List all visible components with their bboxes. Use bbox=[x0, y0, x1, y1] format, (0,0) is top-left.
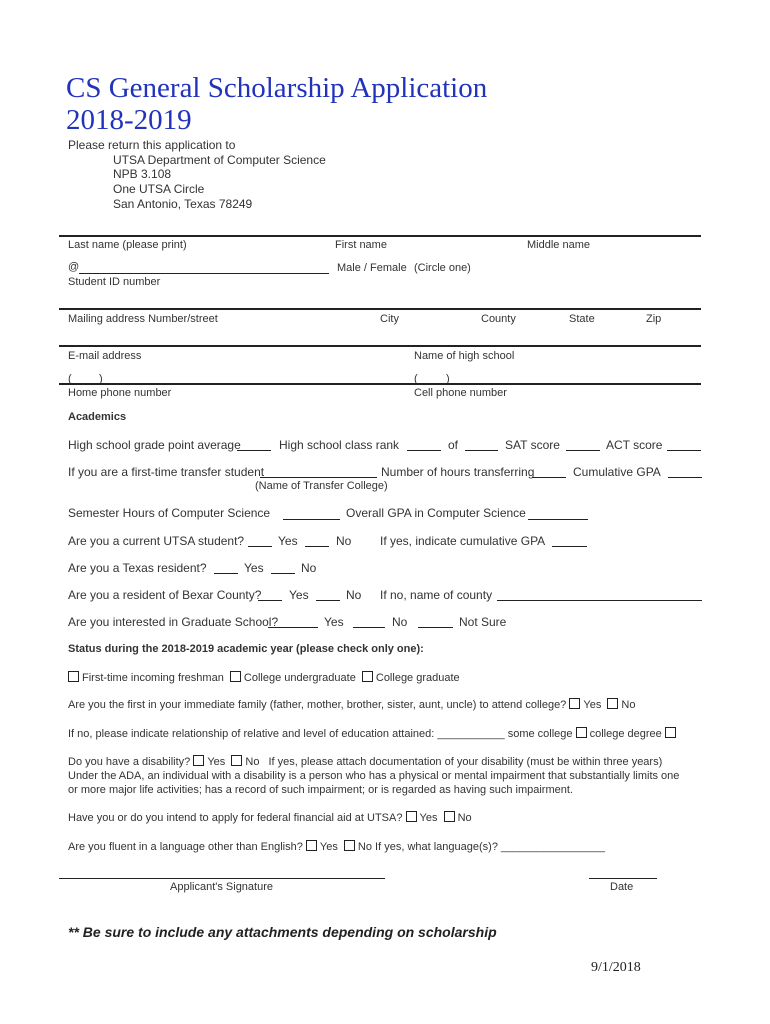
graduate-checkbox[interactable] bbox=[362, 672, 460, 684]
some-college-label: some college bbox=[507, 728, 573, 740]
semester-hours-label: Semester Hours of Computer Science bbox=[68, 506, 271, 520]
home-phone-label: Home phone number bbox=[68, 387, 172, 399]
if-yes-gpa-label: If yes, indicate cumulative GPA bbox=[380, 534, 546, 548]
language-followup[interactable]: If yes, what language(s)? _________________ bbox=[375, 841, 606, 853]
grad-no-field[interactable] bbox=[353, 627, 385, 628]
email-field[interactable] bbox=[59, 345, 701, 347]
return-intro: Please return this application to bbox=[68, 138, 236, 152]
academics-heading: Academics bbox=[68, 411, 127, 423]
bexar-yes-field[interactable] bbox=[258, 600, 282, 601]
address-line: NPB 3.108 bbox=[113, 167, 172, 181]
hours-transferring-label: Number of hours transferring bbox=[381, 465, 535, 479]
texas-no-field[interactable] bbox=[271, 573, 295, 574]
aid-no-checkbox[interactable] bbox=[444, 812, 472, 824]
checkbox-icon bbox=[607, 698, 618, 709]
first-family-no-checkbox[interactable] bbox=[607, 699, 635, 711]
yes-label: Yes bbox=[207, 756, 226, 768]
circle-one-note: (Circle one) bbox=[414, 262, 471, 274]
bexar-resident-label: Are you a resident of Bexar County? bbox=[68, 588, 262, 602]
student-id-field[interactable] bbox=[79, 273, 329, 274]
sat-label: SAT score bbox=[505, 438, 560, 452]
texas-yes-field[interactable] bbox=[214, 573, 238, 574]
gpa-field[interactable] bbox=[237, 450, 271, 451]
texas-no-label: No bbox=[301, 561, 317, 575]
home-area-code-open: ( bbox=[68, 373, 72, 385]
student-id-label: Student ID number bbox=[68, 276, 161, 288]
yes-label: Yes bbox=[319, 841, 338, 853]
cumulative-gpa-label: Cumulative GPA bbox=[573, 465, 661, 479]
city-label: City bbox=[380, 313, 399, 325]
grad-not-sure-field[interactable] bbox=[418, 627, 453, 628]
grad-no-label: No bbox=[392, 615, 408, 629]
checkbox-icon bbox=[444, 811, 455, 822]
signature-field[interactable] bbox=[59, 878, 385, 879]
sat-field[interactable] bbox=[566, 450, 600, 451]
checkbox-icon bbox=[569, 698, 580, 709]
undergrad-checkbox[interactable] bbox=[230, 672, 356, 684]
checkbox-icon bbox=[231, 755, 242, 766]
graduate-school-label: Are you interested in Graduate School? bbox=[68, 615, 279, 629]
high-school-label: Name of high school bbox=[414, 350, 515, 362]
disability-question: Do you have a disability? bbox=[68, 756, 191, 768]
status-options bbox=[68, 671, 460, 684]
checkbox-icon bbox=[230, 671, 241, 682]
relative-prompt[interactable]: If no, please indicate relationship of relative and level of education attained: ___________ bbox=[68, 728, 505, 740]
transfer-college-note: (Name of Transfer College) bbox=[255, 480, 388, 492]
financial-aid-question: Have you or do you intend to apply for federal financial aid at UTSA? bbox=[68, 812, 403, 824]
act-field[interactable] bbox=[667, 450, 701, 451]
overall-gpa-label: Overall GPA in Computer Science bbox=[346, 506, 526, 520]
graduate-label: College graduate bbox=[375, 672, 460, 684]
cumulative-gpa-field[interactable] bbox=[668, 477, 702, 478]
current-student-no-label: No bbox=[336, 534, 352, 548]
first-name-label: First name bbox=[335, 239, 387, 251]
texas-resident-label: Are you a Texas resident? bbox=[68, 561, 207, 575]
checkbox-icon bbox=[306, 840, 317, 851]
transfer-label: If you are a first-time transfer student bbox=[68, 465, 265, 479]
checkbox-icon bbox=[362, 671, 373, 682]
grad-not-sure-label: Not Sure bbox=[459, 615, 507, 629]
checkbox-icon bbox=[344, 840, 355, 851]
class-size-field[interactable] bbox=[465, 450, 498, 451]
revision-date: 9/1/2018 bbox=[591, 960, 641, 975]
yes-label: Yes bbox=[419, 812, 438, 824]
divider bbox=[59, 235, 701, 237]
semester-hours-field[interactable] bbox=[283, 519, 340, 520]
language-no-checkbox[interactable] bbox=[344, 841, 372, 853]
language-yes-checkbox[interactable] bbox=[306, 841, 338, 853]
transfer-college-field[interactable] bbox=[260, 477, 377, 478]
college-degree-label: college degree bbox=[589, 728, 662, 740]
first-in-family-row bbox=[68, 698, 635, 711]
class-rank-field[interactable] bbox=[407, 450, 441, 451]
address-line: San Antonio, Texas 78249 bbox=[113, 197, 253, 211]
gender-options[interactable]: Male / Female bbox=[337, 262, 407, 274]
no-label: No bbox=[245, 756, 260, 768]
address-line: One UTSA Circle bbox=[113, 182, 205, 196]
disability-note: If yes, please attach documentation of your disability (must be within three years) bbox=[268, 756, 663, 768]
no-label: No bbox=[457, 812, 472, 824]
current-student-yes-label: Yes bbox=[278, 534, 298, 548]
mailing-address-field[interactable] bbox=[59, 308, 701, 310]
mailing-label: Mailing address Number/street bbox=[68, 313, 218, 325]
checkbox-icon bbox=[406, 811, 417, 822]
disability-yes-checkbox[interactable] bbox=[193, 756, 225, 768]
bexar-no-label: No bbox=[346, 588, 362, 602]
current-student-no-field[interactable] bbox=[305, 546, 329, 547]
ada-text-line: or more major life activities; has a record of such impairment; or is regarded as having such impairment. bbox=[68, 784, 573, 796]
attachments-note: ** Be sure to include any attachments depending on scholarship bbox=[68, 924, 497, 940]
first-family-yes-checkbox[interactable] bbox=[569, 699, 601, 711]
state-label: State bbox=[569, 313, 595, 325]
overall-gpa-field[interactable] bbox=[528, 519, 588, 520]
disability-no-checkbox[interactable] bbox=[231, 756, 259, 768]
undergrad-label: College undergraduate bbox=[243, 672, 356, 684]
current-student-label: Are you a current UTSA student? bbox=[68, 534, 245, 548]
grad-yes-label: Yes bbox=[324, 615, 344, 629]
home-area-code-close: ) bbox=[99, 373, 103, 385]
email-label: E-mail address bbox=[68, 350, 142, 362]
freshman-checkbox[interactable] bbox=[68, 672, 224, 684]
aid-yes-checkbox[interactable] bbox=[406, 812, 438, 824]
current-student-yes-field[interactable] bbox=[248, 546, 272, 547]
hours-transferring-field[interactable] bbox=[532, 477, 566, 478]
cell-phone-label: Cell phone number bbox=[414, 387, 507, 399]
bexar-no-field[interactable] bbox=[316, 600, 340, 601]
cell-area-code-open: ( bbox=[414, 373, 418, 385]
county-label: County bbox=[481, 313, 516, 325]
act-label: ACT score bbox=[606, 438, 663, 452]
freshman-label: First-time incoming freshman bbox=[82, 672, 224, 684]
signature-label: Applicant's Signature bbox=[170, 881, 273, 893]
county-name-field[interactable] bbox=[497, 600, 702, 601]
at-sign: @ bbox=[68, 261, 80, 273]
checkbox-icon bbox=[193, 755, 204, 766]
bexar-yes-label: Yes bbox=[289, 588, 309, 602]
if-no-county-label: If no, name of county bbox=[380, 588, 493, 602]
checkbox-icon bbox=[576, 727, 587, 738]
grad-yes-field[interactable] bbox=[268, 627, 318, 628]
if-yes-gpa-field[interactable] bbox=[552, 546, 587, 547]
gpa-label: High school grade point average bbox=[68, 438, 241, 452]
last-name-label: Last name (please print) bbox=[68, 239, 187, 251]
disability-row bbox=[68, 755, 662, 768]
no-label: No bbox=[621, 699, 636, 711]
address-line: UTSA Department of Computer Science bbox=[113, 153, 326, 167]
phone-field[interactable] bbox=[59, 383, 701, 385]
zip-label: Zip bbox=[646, 313, 662, 325]
class-rank-label: High school class rank bbox=[279, 438, 400, 452]
ada-text-line: Under the ADA, an individual with a disability is a person who has a physical or mental impairment that substantially limits one bbox=[68, 770, 680, 782]
relative-row bbox=[68, 727, 679, 740]
middle-name-label: Middle name bbox=[527, 239, 590, 251]
some-college-checkbox[interactable] bbox=[576, 728, 662, 740]
checkbox-icon bbox=[68, 671, 79, 682]
date-field[interactable] bbox=[589, 878, 657, 879]
form-year: 2018-2019 bbox=[66, 104, 192, 136]
cell-area-code-close: ) bbox=[446, 373, 450, 385]
texas-yes-label: Yes bbox=[244, 561, 264, 575]
of-label: of bbox=[448, 438, 459, 452]
college-degree-checkbox[interactable] bbox=[665, 727, 676, 738]
first-in-family-question: Are you the first in your immediate family (father, mother, brother, sister, aunt, uncle) to attend college? bbox=[68, 699, 567, 711]
date-label: Date bbox=[610, 881, 634, 893]
status-heading: Status during the 2018-2019 academic year (please check only one): bbox=[68, 643, 424, 655]
yes-label: Yes bbox=[583, 699, 602, 711]
form-title: CS General Scholarship Application bbox=[66, 72, 488, 104]
language-question: Are you fluent in a language other than English? bbox=[68, 841, 303, 853]
no-label: No bbox=[357, 841, 372, 853]
language-row bbox=[68, 840, 605, 853]
financial-aid-row bbox=[68, 811, 472, 824]
